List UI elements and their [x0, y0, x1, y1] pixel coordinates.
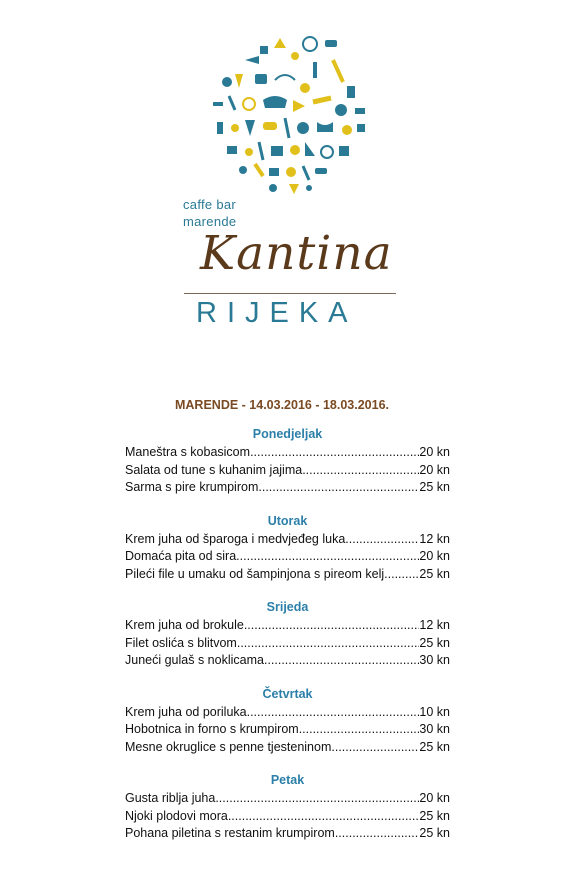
- tray-icon: [315, 168, 327, 174]
- dish-name: Pohana piletina s restanim krumpirom: [125, 826, 335, 840]
- lemon-icon: [291, 52, 299, 60]
- menu-item: [125, 531, 450, 549]
- apple-icon: [222, 77, 232, 87]
- cheese-icon: [293, 100, 305, 112]
- mug-icon: [317, 122, 333, 132]
- dish-price: 25 kn: [419, 739, 450, 754]
- dish-name: Krem juha od šparoga i medvjeđeg luka: [125, 531, 346, 546]
- plate-icon: [303, 37, 317, 51]
- jar-icon: [217, 122, 223, 134]
- toaster-icon: [227, 146, 237, 154]
- carrot-icon: [305, 142, 315, 156]
- dot-leader: [264, 652, 419, 670]
- dish-price: 25 kn: [419, 808, 450, 823]
- cake-icon: [269, 168, 279, 176]
- grapes-icon: [239, 166, 247, 174]
- dish-price: 30 kn: [419, 653, 450, 667]
- brand-divider: [184, 293, 396, 294]
- knife-icon: [213, 102, 223, 106]
- dot-leader: [384, 566, 419, 584]
- dish-name: Njoki plodovi mora: [125, 808, 228, 823]
- dish-name: Juneći gulaš s noklicama: [125, 653, 264, 667]
- dish-price: 20 kn: [419, 462, 450, 477]
- dot-leader: [228, 808, 420, 826]
- menu-item: [125, 808, 450, 826]
- dot-leader: [236, 548, 419, 566]
- menu-title: MARENDE - 14.03.2016 - 18.03.2016.: [174, 398, 389, 412]
- teapot-icon: [335, 104, 347, 116]
- dot-leader: [247, 704, 420, 722]
- corn-icon: [290, 145, 300, 155]
- pan-icon: [243, 98, 255, 110]
- spoon-icon: [229, 96, 235, 110]
- tagline-line-2: marende: [183, 214, 237, 229]
- radio-icon: [339, 146, 349, 156]
- baguette-icon: [333, 60, 343, 82]
- dot-leader: [331, 739, 419, 757]
- orange-icon: [231, 124, 239, 132]
- whisk-icon: [355, 108, 365, 114]
- cloche-icon: [263, 96, 287, 108]
- ice-cream-icon: [289, 184, 299, 194]
- dot-leader: [244, 617, 420, 635]
- olive-icon: [306, 185, 312, 191]
- day-block-friday: [125, 771, 450, 843]
- glass-icon: [235, 74, 243, 88]
- dot-leader: [237, 635, 420, 653]
- day-block-monday: [125, 425, 450, 497]
- menu-item: [125, 566, 450, 584]
- day-heading: Utorak: [267, 513, 308, 528]
- dish-price: 20 kn: [419, 445, 450, 459]
- dish-name: Sarma s pire krumpirom: [125, 480, 259, 494]
- dot-leader: [345, 531, 419, 549]
- saucer-icon: [321, 146, 333, 158]
- dish-price: 30 kn: [419, 722, 450, 736]
- day-heading: Srijeda: [266, 600, 309, 614]
- menu-item: [125, 721, 450, 739]
- cup-icon: [260, 46, 268, 54]
- dish-name: Maneštra s kobasicom: [125, 445, 251, 459]
- tomato-icon: [297, 122, 309, 134]
- wine-glass-icon: [245, 120, 255, 136]
- menu-item: [125, 704, 450, 722]
- dish-name: Krem juha od brokule: [125, 618, 244, 632]
- day-heading: Četvrtak: [262, 686, 313, 701]
- day-block-thursday: [125, 685, 450, 757]
- menu-item: [125, 635, 450, 653]
- day-block-wednesday: [125, 598, 450, 670]
- dish-name: Krem juha od poriluka: [125, 704, 247, 719]
- chair-icon: [347, 86, 355, 98]
- bottle-icon: [313, 62, 317, 78]
- cherry-icon: [245, 148, 253, 156]
- bread-icon: [313, 98, 331, 102]
- dish-name: Filet oslića s blitvom: [125, 635, 237, 650]
- day-block-tuesday: [125, 512, 450, 584]
- spatula-icon: [303, 166, 309, 180]
- peach-icon: [286, 167, 296, 177]
- fish-icon: [245, 56, 259, 64]
- menu-item: [125, 479, 450, 497]
- dish-price: 25 kn: [419, 566, 450, 581]
- day-heading: Petak: [270, 773, 305, 787]
- dish-name: Mesne okruglice s penne tjesteninom: [125, 739, 332, 754]
- dish-name: Gusta riblja juha: [125, 791, 216, 805]
- dish-price: 25 kn: [419, 826, 450, 840]
- menu-item: [125, 825, 450, 843]
- brand-city: RIJEKA: [196, 297, 358, 329]
- menu-item: [125, 652, 450, 670]
- butter-icon: [263, 122, 277, 130]
- menu-item: [125, 444, 450, 462]
- day-heading: Ponedjeljak: [252, 427, 323, 441]
- menu-item: [125, 462, 450, 480]
- onion-icon: [269, 184, 277, 192]
- ladle-icon: [259, 142, 263, 160]
- menu-item: [125, 790, 450, 808]
- dish-name: Hobotnica in forno s krumpirom: [125, 722, 299, 736]
- dot-leader: [299, 721, 420, 739]
- dish-price: 25 kn: [419, 480, 450, 494]
- dish-price: 12 kn: [419, 531, 450, 546]
- menu-item: [125, 617, 450, 635]
- dish-price: 20 kn: [419, 549, 450, 563]
- leaf-icon: [274, 38, 286, 48]
- dish-price: 12 kn: [419, 618, 450, 632]
- dot-leader: [258, 479, 419, 497]
- dish-price: 25 kn: [419, 635, 450, 650]
- banana-icon: [255, 164, 263, 176]
- dot-leader: [250, 444, 419, 462]
- food-icons-logo: [205, 30, 375, 198]
- kettle-icon: [325, 40, 337, 47]
- dish-name: Salata od tune s kuhanim jajima: [125, 462, 303, 477]
- logo-icon-cluster: [213, 37, 365, 194]
- pitcher-icon: [271, 146, 283, 156]
- dot-leader: [215, 790, 419, 808]
- menu-item: [125, 739, 450, 757]
- dot-leader: [335, 825, 420, 843]
- brand-name: Kantina: [200, 226, 393, 281]
- weekly-menu: [125, 425, 450, 858]
- dish-price: 20 kn: [419, 791, 450, 805]
- tagline-line-1: caffe bar: [183, 197, 237, 212]
- bowl-icon: [275, 75, 295, 80]
- fork-icon: [285, 118, 289, 138]
- pot-icon: [255, 74, 267, 84]
- dish-name: Pileći file u umaku od šampinjona s pireom kelj: [125, 566, 385, 581]
- brand-tagline: [183, 196, 236, 230]
- dot-leader: [302, 462, 419, 480]
- box-icon: [357, 124, 365, 132]
- dish-price: 10 kn: [419, 704, 450, 719]
- egg-icon: [300, 83, 310, 93]
- dish-name: Domaća pita od sira: [125, 549, 237, 563]
- menu-item: [125, 548, 450, 566]
- pear-icon: [342, 125, 352, 135]
